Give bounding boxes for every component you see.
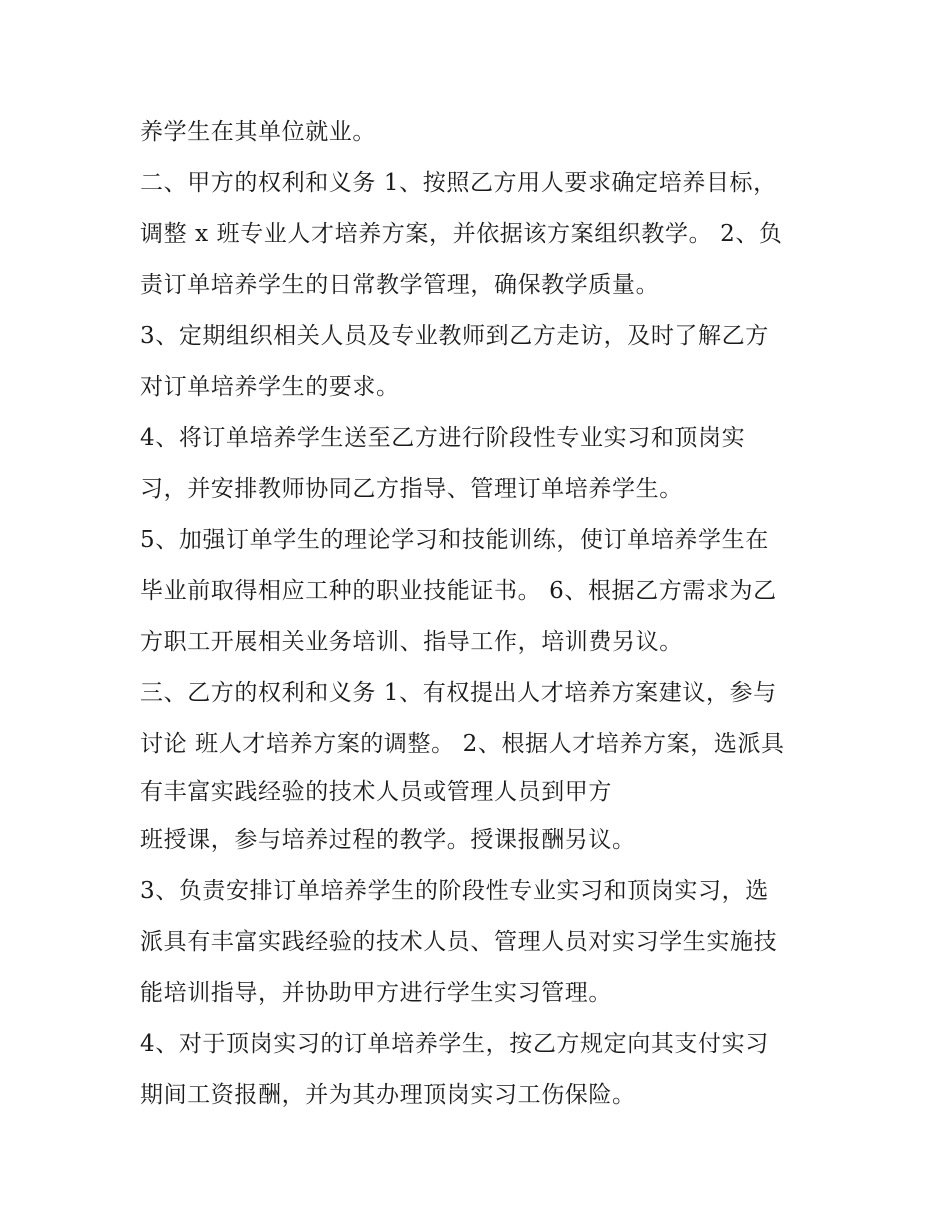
text-line: 责订单培养学生的日常教学管理，确保教学质量。 — [140, 272, 660, 298]
text-line: 能培训指导，并协助甲方进行学生实习管理。 — [140, 980, 612, 1006]
text-line: 4、将订单培养学生送至乙方进行阶段性专业实习和顶岗实 — [140, 425, 746, 451]
text-line: 养学生在其单位就业。 — [140, 119, 376, 145]
text-line: 3、定期组织相关人员及专业教师到乙方走访，及时了解乙方 — [140, 323, 769, 349]
text-line: 3、负责安排订单培养学生的阶段性专业实习和顶岗实习，选 — [140, 878, 769, 904]
text-line: 习，并安排教师协同乙方指导、管理订单培养学生。 — [140, 476, 683, 502]
text-line: 三、乙方的权利和义务 1、有权提出人才培养方案建议，参与 — [140, 680, 777, 706]
text-line: 二、甲方的权利和义务 1、按照乙方用人要求确定培养目标， — [140, 170, 777, 196]
text-line: 期间工资报酬，并为其办理顶岗实习工伤保险。 — [140, 1082, 636, 1108]
text-line: 派具有丰富实践经验的技术人员、管理人员对实习学生实施技 — [140, 929, 778, 955]
document-body — [140, 107, 820, 1121]
text-line: 调整 x 班专业人才培养方案，并依据该方案组织教学。 2、负 — [140, 221, 783, 247]
text-line: 毕业前取得相应工种的职业技能证书。 6、根据乙方需求为乙 — [140, 578, 777, 604]
text-line: 方职工开展相关业务培训、指导工作，培训费另议。 — [140, 629, 683, 655]
text-line: 班授课，参与培养过程的教学。授课报酬另议。 — [140, 827, 636, 853]
text-line: 对订单培养学生的要求。 — [140, 374, 400, 400]
text-line: 讨论 班人才培养方案的调整。 2、根据人才培养方案，选派具 — [140, 731, 785, 757]
text-line: 4、对于顶岗实习的订单培养学生，按乙方规定向其支付实习 — [140, 1031, 769, 1057]
text-line: 5、加强订单学生的理论学习和技能训练，使订单培养学生在 — [140, 527, 769, 553]
text-line: 有丰富实践经验的技术人员或管理人员到甲方 — [140, 779, 612, 805]
